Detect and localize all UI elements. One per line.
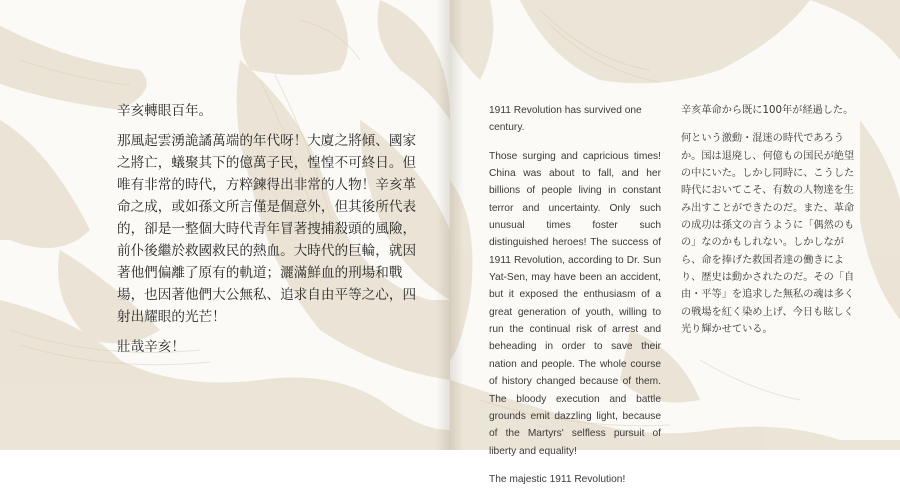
japanese-text-column [681, 102, 857, 338]
english-body-paragraph: Those surging and capricious times! China was about to fall, and her billions of people living in constant terror and uncertainty. Only such unusual times foster such distinguished heroes! The success of 1911 Revolution, according to Dr. Sun Yat-Sen, may have been an accident, but it exposed the enthusiasm of a great generation of youth, willing to run the continual risk of arrest and beheading in order to save their nation and people. The whole course of history changed because of them. The bloody execution and battle grounds emit dazzling light, because of the Martyrs' selfless pursuit of liberty and equality! [489, 150, 661, 457]
japanese-body-paragraph: 何という激動・混迷の時代であろうか。国は退廃し、何億もの国民が絶望の中にいた。しかし同時に、こうした時代においてこそ、有数の人物達を生み出すことができたのだ。また、革命の成功は孫文の言うように「偶然のもの」なのかもしれない。しかしながら、命を捧げた救国者達の働きにより、歴史は動かされたのだ。その「自由・平等」を追求した無私の魂は多くの戦場を紅く染め上げ、今日も眩しく光り輝かせている。 [681, 133, 855, 336]
english-text-column [489, 102, 661, 488]
right-page [450, 0, 900, 485]
japanese-heading: 辛亥革命から既に100年が経過した。 [681, 105, 854, 116]
chinese-body-paragraph: 那風起雲湧詭譎萬端的年代呀！大廈之將傾、國家之將亡，蟻聚其下的億萬子民，惶惶不可終日。但唯有非常的時代，方粹鍊得出非常的人物！辛亥革命之成，或如孫文所言僅是個意外，但其後所代表的，卻是一整個大時代青年冒著捜捕殺頭的風險，前仆後繼於救國救民的熱血。大時代的巨輪，就因著他們偏離了原有的軌道；灑滿鮮血的刑場和戰場，也因著他們大公無私、追求自由平等之心，四射出耀眼的光芒！ [117, 133, 417, 325]
chinese-closing-line: 壯哉辛亥！ [117, 339, 185, 355]
book-gutter [436, 0, 464, 450]
english-heading: 1911 Revolution has survived one century. [489, 105, 642, 134]
chinese-heading: 辛亥轉眼百年。 [117, 103, 213, 119]
left-page [0, 0, 450, 450]
chinese-text-column [117, 100, 417, 358]
english-closing-line: The majestic 1911 Revolution! [489, 473, 626, 485]
